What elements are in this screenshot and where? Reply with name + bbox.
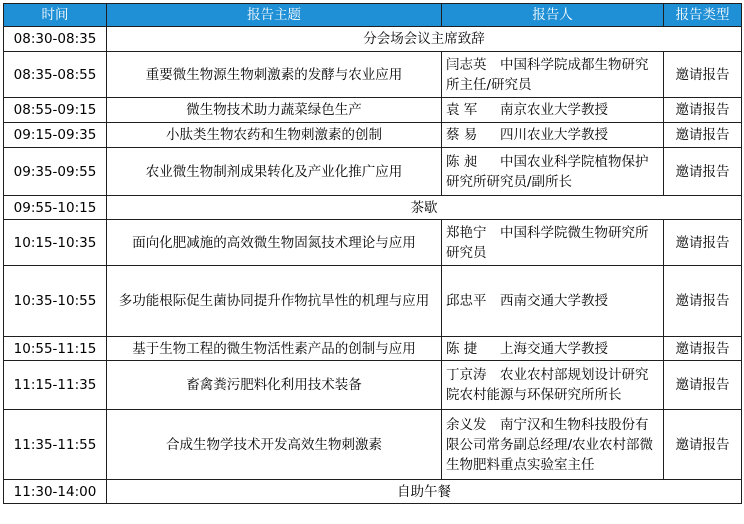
table-row <box>4 52 742 98</box>
row-time: 09:35-09:55 <box>4 148 107 196</box>
row-topic: 重要微生物源生物刺激素的发酵与农业应用 <box>107 52 442 98</box>
row-speaker <box>442 361 664 410</box>
row-topic: 农业微生物制剂成果转化及产业化推广应用 <box>107 148 442 196</box>
speaker-title: 南宁汉和生物科技股份有限公司常务副总经理/农业农村部微生物肥料重点实验室主任 <box>446 416 654 473</box>
speaker-title: 中国农业科学院植物保护研究所研究员/副所长 <box>446 153 649 190</box>
row-time: 08:35-08:55 <box>4 52 107 98</box>
speaker-name: 余义发 <box>446 416 487 433</box>
row-speaker <box>442 98 664 123</box>
speaker-name: 陈 昶 <box>446 153 478 170</box>
speaker-name: 丁京涛 <box>446 367 487 383</box>
speaker-name: 袁 军 <box>446 102 478 118</box>
speaker-title: 西南交通大学教授 <box>500 293 608 309</box>
row-type: 邀请报告 <box>664 361 742 410</box>
table-row <box>4 410 742 480</box>
row-time: 11:15-11:35 <box>4 361 107 410</box>
row-topic: 基于生物工程的微生物活性素产品的创制与应用 <box>107 337 442 361</box>
table-row <box>4 361 742 410</box>
row-topic: 小肽类生物农药和生物刺激素的创制 <box>107 123 442 148</box>
speaker-name: 闫志英 <box>446 56 487 73</box>
header-row <box>4 4 742 27</box>
table-row <box>4 196 742 220</box>
table-row <box>4 266 742 337</box>
row-time: 10:55-11:15 <box>4 337 107 361</box>
header-speaker: 报告人 <box>442 4 664 27</box>
row-type: 邀请报告 <box>664 266 742 337</box>
table-row <box>4 27 742 52</box>
row-time: 11:30-14:00 <box>4 480 107 504</box>
row-time: 11:35-11:55 <box>4 410 107 480</box>
speaker-name: 陈 捷 <box>446 340 478 357</box>
speaker-name: 郑艳宁 <box>446 224 487 241</box>
row-type: 邀请报告 <box>664 148 742 196</box>
speaker-title: 中国科学院微生物研究所研究员 <box>446 224 649 261</box>
row-type: 邀请报告 <box>664 52 742 98</box>
speaker-title: 中国科学院成都生物研究所主任/研究员 <box>446 56 649 93</box>
table-row <box>4 480 742 504</box>
header-type: 报告类型 <box>664 4 742 27</box>
row-type: 邀请报告 <box>664 98 742 123</box>
speaker-title: 农业农村部规划设计研究院农村能源与环保研究所所长 <box>446 367 649 403</box>
row-speaker <box>442 52 664 98</box>
row-event: 自助午餐 <box>107 480 742 504</box>
row-topic: 微生物技术助力蔬菜绿色生产 <box>107 98 442 123</box>
table-row <box>4 337 742 361</box>
row-time: 10:15-10:35 <box>4 220 107 266</box>
row-time: 08:55-09:15 <box>4 98 107 123</box>
row-time: 10:35-10:55 <box>4 266 107 337</box>
row-topic: 多功能根际促生菌协同提升作物抗旱性的机理与应用 <box>107 266 442 337</box>
speaker-name: 蔡 易 <box>446 127 478 143</box>
row-topic: 畜禽粪污肥料化利用技术装备 <box>107 361 442 410</box>
header-topic: 报告主题 <box>107 4 442 27</box>
row-event: 茶歇 <box>107 196 742 220</box>
speaker-name: 邱忠平 <box>446 293 487 309</box>
row-speaker <box>442 148 664 196</box>
row-time: 09:15-09:35 <box>4 123 107 148</box>
row-speaker <box>442 123 664 148</box>
header-time: 时间 <box>4 4 107 27</box>
speaker-title: 上海交通大学教授 <box>500 340 608 357</box>
speaker-title: 南京农业大学教授 <box>500 102 608 118</box>
row-time: 09:55-10:15 <box>4 196 107 220</box>
table-row <box>4 123 742 148</box>
table-row <box>4 220 742 266</box>
row-type: 邀请报告 <box>664 337 742 361</box>
row-event: 分会场会议主席致辞 <box>107 27 742 52</box>
row-topic: 合成生物学技术开发高效生物刺激素 <box>107 410 442 480</box>
row-topic: 面向化肥减施的高效微生物固氮技术理论与应用 <box>107 220 442 266</box>
table-row <box>4 148 742 196</box>
row-type: 邀请报告 <box>664 410 742 480</box>
row-type: 邀请报告 <box>664 220 742 266</box>
schedule-table <box>3 3 742 504</box>
row-speaker <box>442 410 664 480</box>
row-speaker <box>442 337 664 361</box>
row-type: 邀请报告 <box>664 123 742 148</box>
row-speaker <box>442 220 664 266</box>
speaker-title: 四川农业大学教授 <box>500 127 608 143</box>
row-time: 08:30-08:35 <box>4 27 107 52</box>
table-row <box>4 98 742 123</box>
row-speaker <box>442 266 664 337</box>
